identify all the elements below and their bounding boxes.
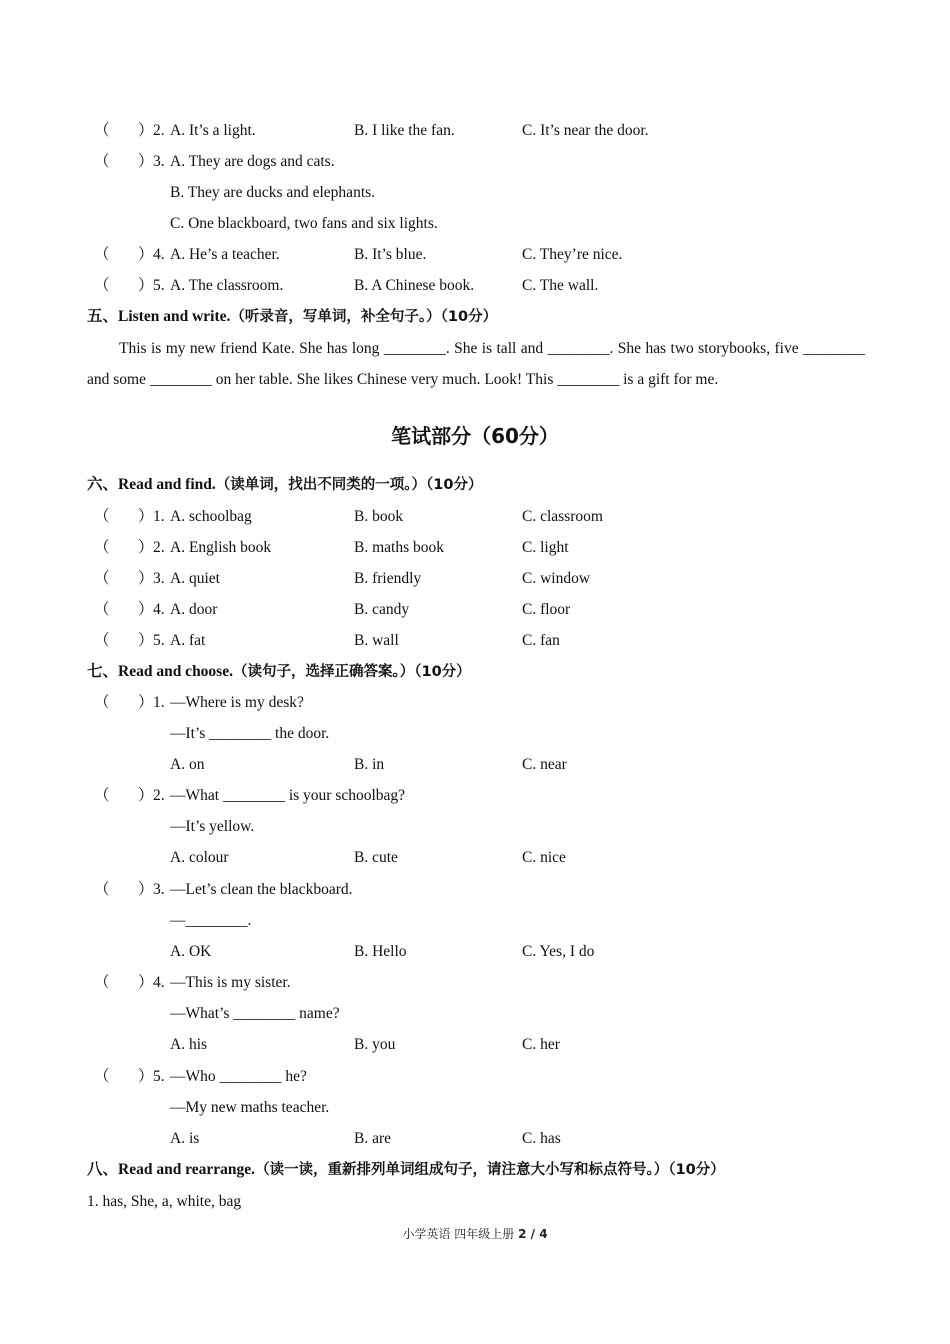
paren-left: （ xyxy=(94,539,110,556)
option-a: A. He’s a teacher. xyxy=(170,246,280,263)
option-c: C. It’s near the door. xyxy=(522,122,649,139)
paren-left: （ xyxy=(94,881,110,898)
paren-right: ） xyxy=(138,1068,154,1085)
paren-right: ） xyxy=(138,246,154,263)
paren-right: ） xyxy=(138,694,154,711)
paren-right: ） xyxy=(138,153,154,170)
option-a: A. quiet xyxy=(170,570,220,587)
section-6-title xyxy=(87,475,482,495)
section-7-title xyxy=(87,662,471,682)
item-number: 3. xyxy=(153,570,165,587)
question-line-2: —________. xyxy=(170,912,252,929)
option-c: C. Yes, I do xyxy=(522,943,595,960)
option-a: A. English book xyxy=(170,539,272,556)
option-b: B. you xyxy=(354,1036,396,1053)
option-b: B. A Chinese book. xyxy=(354,277,475,294)
paren-left: （ xyxy=(94,694,110,711)
item-number: 4. xyxy=(153,601,165,618)
option-a: A. on xyxy=(170,756,205,773)
paren-right: ） xyxy=(138,539,154,556)
paren-right: ） xyxy=(138,632,154,649)
option-b: B. I like the fan. xyxy=(354,122,455,139)
question-line-1: —This is my sister. xyxy=(170,974,291,991)
section-title-en: 六、Read and find. xyxy=(87,476,216,493)
option-a: A. his xyxy=(170,1036,208,1053)
option-b: B. candy xyxy=(354,601,410,618)
section-5-title xyxy=(87,307,497,327)
item-number: 2. xyxy=(153,122,165,139)
option-a: A. door xyxy=(170,601,218,618)
question-line-1: —Let’s clean the blackboard. xyxy=(170,881,353,898)
paren-left: （ xyxy=(94,601,110,618)
question-line-2: —It’s yellow. xyxy=(170,818,255,835)
option-a: A. schoolbag xyxy=(170,508,252,525)
option-b: B. book xyxy=(354,508,404,525)
question-line-2: —It’s ________ the door. xyxy=(170,725,330,742)
option-a: A. They are dogs and cats. xyxy=(170,153,335,170)
question-line-2: —My new maths teacher. xyxy=(170,1099,330,1116)
page-footer xyxy=(0,1225,950,1242)
option-b: B. friendly xyxy=(354,570,422,587)
question-line-2: —What’s ________ name? xyxy=(170,1005,340,1022)
option-b: B. Hello xyxy=(354,943,407,960)
section-5-paragraph xyxy=(87,333,865,395)
section-title-en: 八、Read and rearrange. xyxy=(87,1161,256,1178)
footer-label: 小学英语 四年级上册 xyxy=(402,1227,515,1241)
paren-right: ） xyxy=(138,570,154,587)
paren-right: ） xyxy=(138,277,154,294)
paren-left: （ xyxy=(94,632,110,649)
paren-left: （ xyxy=(94,570,110,587)
section-title-cn: （读句子，选择正确答案。）（10分） xyxy=(232,664,471,680)
question-line-1: —Who ________ he? xyxy=(170,1068,307,1085)
paren-left: （ xyxy=(94,122,110,139)
option-c: C. floor xyxy=(522,601,571,618)
paren-left: （ xyxy=(94,153,110,170)
option-c: C. window xyxy=(522,570,591,587)
option-b: B. They are ducks and elephants. xyxy=(170,184,376,201)
option-a: A. colour xyxy=(170,849,229,866)
option-c: C. The wall. xyxy=(522,277,599,294)
item-number: 5. xyxy=(153,277,165,294)
question-line-1: —What ________ is your schoolbag? xyxy=(170,787,406,804)
section-title-cn: （读单词，找出不同类的一项。）（10分） xyxy=(215,477,483,493)
paren-right: ） xyxy=(138,122,154,139)
paren-left: （ xyxy=(94,787,110,804)
item-number: 4. xyxy=(153,974,165,991)
option-a: A. It’s a light. xyxy=(170,122,256,139)
option-a: A. fat xyxy=(170,632,206,649)
option-c: C. fan xyxy=(522,632,560,649)
paren-right: ） xyxy=(138,974,154,991)
item-number: 1. xyxy=(153,694,165,711)
paren-left: （ xyxy=(94,974,110,991)
page-number: 2 / 4 xyxy=(518,1227,548,1241)
section-title-cn: （读一读，重新排列单词组成句子，请注意大小写和标点符号。）（10分） xyxy=(255,1162,725,1178)
option-b: B. cute xyxy=(354,849,398,866)
option-a: A. OK xyxy=(170,943,212,960)
option-b: B. in xyxy=(354,756,385,773)
option-b: B. maths book xyxy=(354,539,444,556)
section-title-cn: （听录音，写单词，补全句子。）（10分） xyxy=(230,309,498,325)
paren-right: ） xyxy=(138,787,154,804)
option-c: C. her xyxy=(522,1036,560,1053)
item-number: 5. xyxy=(153,632,165,649)
listening-text: This is my new friend Kate. She has long ________. She is tall and ________. She has two storybooks, five ________ and some ________ on her table. She likes Chinese very much. Look! This ________ is a gift for me. xyxy=(87,340,865,388)
item-number: 3. xyxy=(153,153,165,170)
option-a: A. is xyxy=(170,1130,200,1147)
item-number: 3. xyxy=(153,881,165,898)
paren-right: ） xyxy=(138,881,154,898)
item-number: 1. xyxy=(153,508,165,525)
item-number: 2. xyxy=(153,787,165,804)
section-title-en: 七、Read and choose. xyxy=(87,663,233,680)
section-8-item-1: 1. has, She, a, white, bag xyxy=(87,1193,242,1210)
section-title-en: 五、Listen and write. xyxy=(87,308,231,325)
paren-left: （ xyxy=(94,277,110,294)
item-number: 4. xyxy=(153,246,165,263)
paren-left: （ xyxy=(94,508,110,525)
question-line-1: —Where is my desk? xyxy=(170,694,304,711)
item-number: 2. xyxy=(153,539,165,556)
option-c: C. One blackboard, two fans and six lights. xyxy=(170,215,438,232)
paren-left: （ xyxy=(94,246,110,263)
option-c: C. classroom xyxy=(522,508,603,525)
option-a: A. The classroom. xyxy=(170,277,284,294)
option-c: C. nice xyxy=(522,849,566,866)
section-8-title xyxy=(87,1160,725,1180)
option-b: B. are xyxy=(354,1130,392,1147)
paren-right: ） xyxy=(138,508,154,525)
option-c: C. near xyxy=(522,756,567,773)
option-c: C. has xyxy=(522,1130,561,1147)
paren-left: （ xyxy=(94,1068,110,1085)
written-part-heading: 笔试部分（60分） xyxy=(391,424,559,448)
option-b: B. wall xyxy=(354,632,399,649)
option-c: C. light xyxy=(522,539,569,556)
option-c: C. They’re nice. xyxy=(522,246,623,263)
paren-right: ） xyxy=(138,601,154,618)
item-number: 5. xyxy=(153,1068,165,1085)
option-b: B. It’s blue. xyxy=(354,246,427,263)
